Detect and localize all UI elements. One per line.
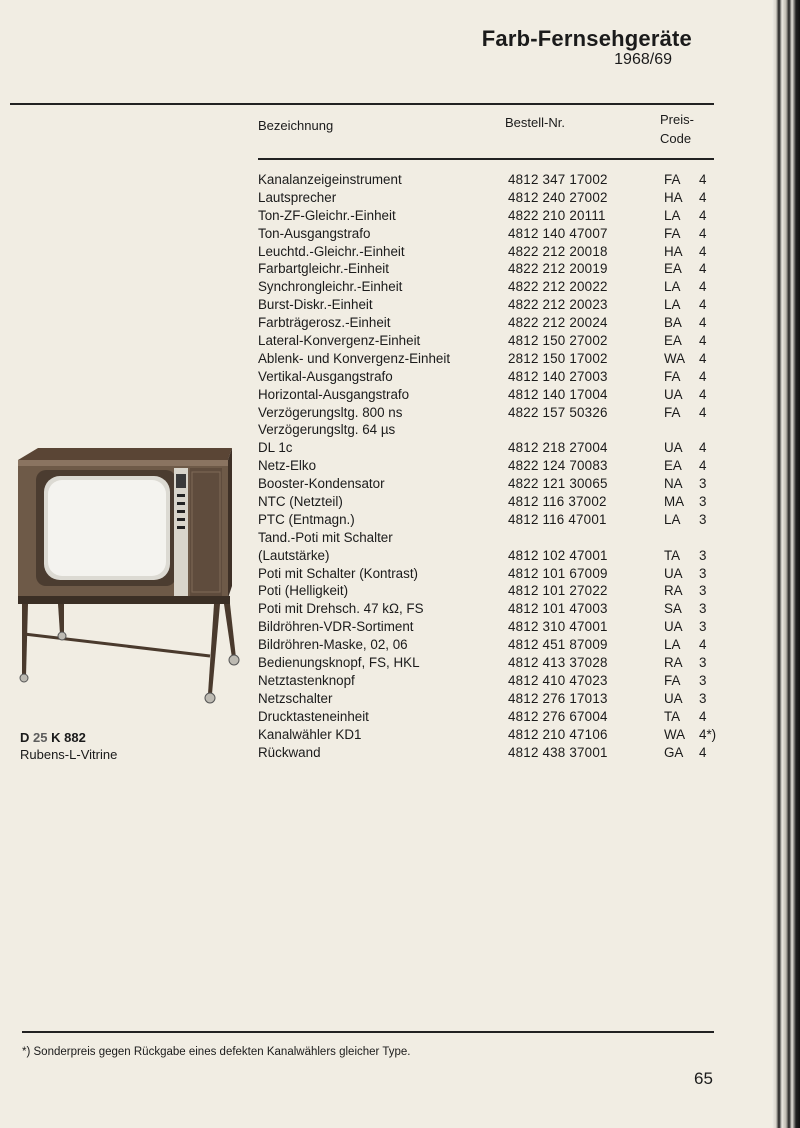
part-name: Booster-Kondensator [258, 476, 385, 492]
part-name: Netztastenknopf [258, 672, 355, 688]
price-group: 4 [699, 189, 707, 205]
price-group: 3 [699, 601, 707, 617]
price-code: LA [664, 207, 681, 223]
price-code: FA [664, 172, 681, 187]
order-number: 4812 102 47001 [508, 547, 608, 563]
table-row [258, 225, 718, 243]
model-size: 25 [33, 730, 48, 745]
price-group: 4 [699, 297, 707, 313]
price-group: 4 [699, 404, 707, 420]
table-row [258, 618, 718, 636]
price-code: UA [664, 386, 683, 402]
model-prefix: D [20, 730, 30, 745]
part-name: Rückwand [258, 744, 321, 760]
part-name: Synchrongleichr.-Einheit [258, 279, 403, 295]
table-row [258, 475, 718, 493]
price-code: LA [664, 511, 681, 527]
price-group: 4 [699, 225, 707, 241]
price-group: 4 [699, 207, 707, 223]
order-number: 4812 140 47007 [508, 225, 608, 241]
order-number: 4812 101 47003 [508, 601, 608, 617]
price-group: 3 [699, 619, 707, 635]
price-code: EA [664, 458, 682, 474]
price-group: 4 [699, 440, 707, 456]
order-number: 4812 413 37028 [508, 655, 608, 671]
part-name: Ton-Ausgangstrafo [258, 225, 371, 241]
price-group: 4 [699, 708, 707, 724]
price-group: 3 [699, 511, 707, 527]
part-name: Farbträgerosz.-Einheit [258, 315, 391, 331]
table-row [258, 493, 718, 511]
order-number: 4822 210 20111 [508, 207, 606, 223]
price-code: LA [664, 279, 681, 295]
part-name: Verzögerungsltg. 64 µs [258, 422, 396, 438]
order-number: 4822 212 20019 [508, 261, 608, 277]
part-name: Poti (Helligkeit) [258, 583, 349, 599]
order-number: 4812 101 27022 [508, 583, 608, 599]
footnote: *) Sonderpreis gegen Rückgabe eines defekten Kanalwählers gleicher Type. [22, 1046, 411, 1058]
part-name: Bildröhren-VDR-Sortiment [258, 619, 414, 635]
part-name: Netz-Elko [258, 458, 317, 474]
price-code: HA [664, 189, 683, 205]
price-code: LA [664, 637, 681, 653]
price-group: 4 [699, 637, 707, 653]
order-number: 4812 310 47001 [508, 619, 608, 635]
price-code: RA [664, 583, 683, 599]
price-group: 4 [699, 744, 707, 760]
table-row [258, 350, 718, 368]
price-group: 4 [699, 172, 707, 187]
price-code: UA [664, 690, 683, 706]
part-name: Drucktasteneinheit [258, 708, 369, 724]
price-code: FA [664, 368, 681, 384]
part-name: Kanalwähler KD1 [258, 726, 362, 742]
part-name: Bildröhren-Maske, 02, 06 [258, 637, 408, 653]
order-number: 4812 451 87009 [508, 637, 608, 653]
price-group: 3 [699, 547, 707, 563]
model-code: 882 [64, 730, 86, 745]
price-code: UA [664, 565, 683, 581]
part-name: Burst-Diskr.-Einheit [258, 297, 373, 313]
column-header-rule [258, 158, 714, 160]
order-number: 4822 124 70083 [508, 458, 608, 474]
model-caption [20, 729, 117, 763]
price-code: NA [664, 476, 683, 492]
part-name: Poti mit Drehsch. 47 kΩ, FS [258, 601, 424, 617]
price-group: 4*) [699, 726, 717, 742]
order-number: 4812 140 17004 [508, 386, 608, 402]
price-code: EA [664, 333, 682, 349]
parts-table [258, 171, 718, 761]
table-row [258, 565, 718, 583]
table-row [258, 189, 718, 207]
price-group: 4 [699, 458, 707, 474]
price-code: TA [664, 708, 681, 724]
table-row [258, 547, 718, 565]
order-number: 4812 438 37001 [508, 744, 608, 760]
order-number: 4812 101 67009 [508, 565, 608, 581]
part-name: Leuchtd.-Gleichr.-Einheit [258, 243, 405, 259]
table-row [258, 278, 718, 296]
order-number: 4822 212 20023 [508, 297, 608, 313]
book-page-edges [772, 0, 800, 1128]
part-name: Farbartgleichr.-Einheit [258, 261, 389, 277]
price-code: FA [664, 404, 681, 420]
table-row [258, 368, 718, 386]
page-year: 1968/69 [614, 51, 672, 68]
order-number: 4822 212 20022 [508, 279, 608, 295]
price-group: 4 [699, 243, 707, 259]
price-code-header-line2: Code [660, 131, 692, 146]
table-row [258, 582, 718, 600]
price-code: RA [664, 655, 683, 671]
part-name: Bedienungsknopf, FS, HKL [258, 655, 420, 671]
top-rule [10, 103, 714, 105]
price-group: 3 [699, 672, 707, 688]
price-group: 3 [699, 565, 707, 581]
order-number: 4812 276 17013 [508, 690, 608, 706]
column-header-price-code [660, 110, 694, 148]
price-code: GA [664, 744, 684, 760]
part-name: Poti mit Schalter (Kontrast) [258, 565, 418, 581]
table-row [258, 672, 718, 690]
table-row [258, 744, 718, 762]
table-row [258, 260, 718, 278]
order-number: 2812 150 17002 [508, 350, 608, 366]
order-number: 4822 212 20018 [508, 243, 608, 259]
order-number: 4822 157 50326 [508, 404, 608, 420]
price-group: 3 [699, 583, 707, 599]
order-number: 4812 410 47023 [508, 672, 608, 688]
price-code: WA [664, 350, 686, 366]
price-code: TA [664, 547, 681, 563]
order-number: 4812 116 37002 [508, 494, 607, 510]
part-name: Netzschalter [258, 690, 333, 706]
price-group: 4 [699, 368, 707, 384]
table-row [258, 690, 718, 708]
price-group: 4 [699, 350, 707, 366]
price-group: 4 [699, 386, 707, 402]
table-row [258, 600, 718, 618]
price-code: HA [664, 243, 683, 259]
price-group: 3 [699, 655, 707, 671]
table-row [258, 708, 718, 726]
table-row [258, 457, 718, 475]
price-code: UA [664, 440, 683, 456]
order-number: 4812 140 27003 [508, 368, 608, 384]
table-row [258, 511, 718, 529]
price-group: 4 [699, 261, 707, 277]
table-row [258, 332, 718, 350]
table-row [258, 421, 718, 439]
table-row [258, 529, 718, 547]
price-code: SA [664, 601, 682, 617]
part-name: Vertikal-Ausgangstrafo [258, 368, 393, 384]
table-row [258, 171, 718, 189]
price-code: LA [664, 297, 681, 313]
price-code: FA [664, 225, 681, 241]
order-number: 4822 212 20024 [508, 315, 608, 331]
part-name: Ablenk- und Konvergenz-Einheit [258, 350, 451, 366]
order-number: 4812 240 27002 [508, 189, 608, 205]
part-name: NTC (Netzteil) [258, 494, 343, 510]
order-number: 4822 121 30065 [508, 476, 608, 492]
price-group: 3 [699, 690, 707, 706]
table-row [258, 243, 718, 261]
order-number: 4812 210 47106 [508, 726, 608, 742]
model-name: Rubens-L-Vitrine [20, 747, 118, 762]
price-code: FA [664, 672, 681, 688]
column-header-name: Bezeichnung [258, 118, 334, 133]
part-name: DL 1c [258, 440, 293, 456]
table-row [258, 296, 718, 314]
page-number: 65 [694, 1069, 713, 1088]
part-name: (Lautstärke) [258, 547, 330, 563]
price-code-header-line1: Preis- [660, 112, 694, 127]
page-title: Farb-Fernsehgeräte [481, 26, 692, 51]
column-header-order-number: Bestell-Nr. [505, 115, 565, 130]
table-row [258, 726, 718, 744]
tv-cabinet-illustration [14, 446, 246, 708]
table-row [258, 654, 718, 672]
price-code: UA [664, 619, 683, 635]
part-name: Ton-ZF-Gleichr.-Einheit [258, 207, 396, 223]
price-code: BA [664, 315, 682, 331]
order-number: 4812 116 47001 [508, 511, 607, 527]
price-code: MA [664, 494, 685, 510]
price-code: EA [664, 261, 682, 277]
table-row [258, 636, 718, 654]
part-name: PTC (Entmagn.) [258, 511, 355, 527]
table-row [258, 439, 718, 457]
part-name: Verzögerungsltg. 800 ns [258, 404, 403, 420]
part-name: Lautsprecher [258, 189, 337, 205]
order-number: 4812 150 27002 [508, 333, 608, 349]
price-group: 4 [699, 315, 707, 331]
order-number: 4812 347 17002 [508, 172, 608, 187]
part-name: Kanalanzeigeinstrument [258, 172, 402, 187]
part-name: Horizontal-Ausgangstrafo [258, 386, 410, 402]
part-name: Tand.-Poti mit Schalter [258, 529, 393, 545]
table-row [258, 314, 718, 332]
price-group: 3 [699, 494, 707, 510]
order-number: 4812 218 27004 [508, 440, 608, 456]
price-group: 4 [699, 279, 707, 295]
bottom-rule [22, 1031, 714, 1033]
price-group: 4 [699, 333, 707, 349]
part-name: Lateral-Konvergenz-Einheit [258, 333, 421, 349]
table-row [258, 404, 718, 422]
price-code: WA [664, 726, 686, 742]
model-letter: K [51, 730, 61, 745]
model-number [20, 729, 117, 746]
order-number: 4812 276 67004 [508, 708, 608, 724]
table-row [258, 207, 718, 225]
price-group: 3 [699, 476, 707, 492]
table-row [258, 386, 718, 404]
